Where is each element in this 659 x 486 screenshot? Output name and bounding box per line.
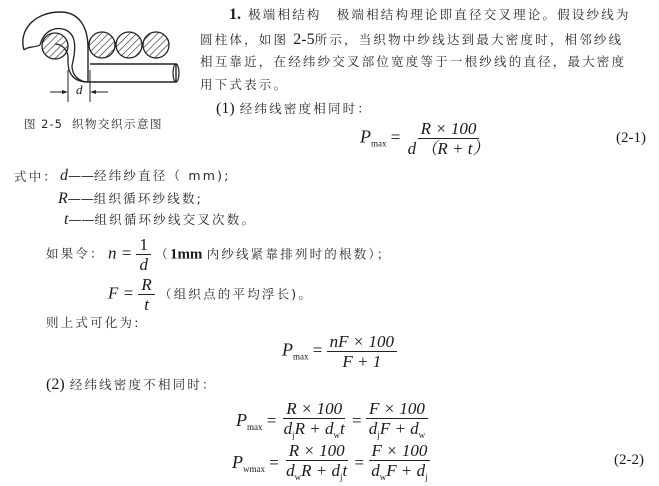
- figure-caption-text: 织物交织示意图: [72, 117, 164, 131]
- where-item-d: d——经纬纱直径（ mm);: [60, 167, 231, 184]
- case2-heading: [46, 374, 217, 394]
- paragraph-line-3: 相互靠近，在经纬纱交叉部位宽度等于一根纱线的直径，最大密度: [200, 54, 627, 69]
- case1-label: (1): [216, 100, 235, 117]
- case2-text: 经纬线密度不相同时：: [69, 377, 217, 392]
- figure-caption: [24, 113, 163, 132]
- figure-ref: 2-5: [293, 31, 315, 48]
- equation-2-2-warp: $P_{max}$ = $\frac{R \times 100}{d_jR + d_wt}$ = $\frac{F \times 100}{d_jF + d_w}$: [236, 400, 428, 444]
- section-heading: 极端相结构: [248, 7, 322, 22]
- equation-number-2-1: (2-1): [616, 130, 646, 146]
- dimension-label-d: d: [76, 82, 83, 97]
- F-definition: F = $\frac{R}{t}$ （组织点的平均浮长)。: [108, 275, 314, 314]
- equation-2-1: $P_{max}$ = $\frac{R \times 100}{d (R + t)}$: [360, 120, 492, 157]
- paragraph-line-2: 圆柱体，如图 2-5所示，当织物中纱线达到最大密度时，相邻纱线: [200, 31, 624, 48]
- where-item-t: t——组织循环纱线交叉次数。: [64, 211, 257, 228]
- paragraph-line-1: 极端相结构理论即直径交叉理论。假设纱线为: [336, 7, 631, 22]
- weave-interlacing-figure: [0, 0, 200, 110]
- case1-text: 经纬线密度相同时：: [239, 101, 373, 116]
- equation-number-2-2: (2-2): [614, 452, 644, 468]
- eq1-fraction: $\frac{R \times 100}{d (R + t)}$: [407, 119, 490, 158]
- section1-heading-line: [229, 4, 631, 24]
- figure-caption-number: 图 2-5: [24, 117, 63, 131]
- let-prefix: 如果令：: [46, 246, 105, 261]
- n-definition: n = $\frac{1}{d}$ （1mm 内纱线紧靠排列时的根数）；: [108, 235, 392, 274]
- then-text: 则上式可化为:: [46, 315, 141, 330]
- equation-simplified: $P_{max}$ = $\frac{nF \times 100}{F + 1}$: [282, 333, 397, 370]
- where-prefix: 式中：: [14, 169, 59, 184]
- case2-label: (2): [46, 376, 65, 393]
- equation-2-2-weft: $P_{wmax}$ = $\frac{R \times 100}{d_wR + d_jt}$ = $\frac{F \times 100}{d_wF + d_j}$: [232, 442, 431, 486]
- where-item-R: R——组织循环纱线数;: [58, 190, 204, 207]
- paragraph-line-4: 用下式表示。: [200, 77, 289, 92]
- case1-heading: [216, 98, 372, 118]
- section-number: 1.: [229, 6, 241, 23]
